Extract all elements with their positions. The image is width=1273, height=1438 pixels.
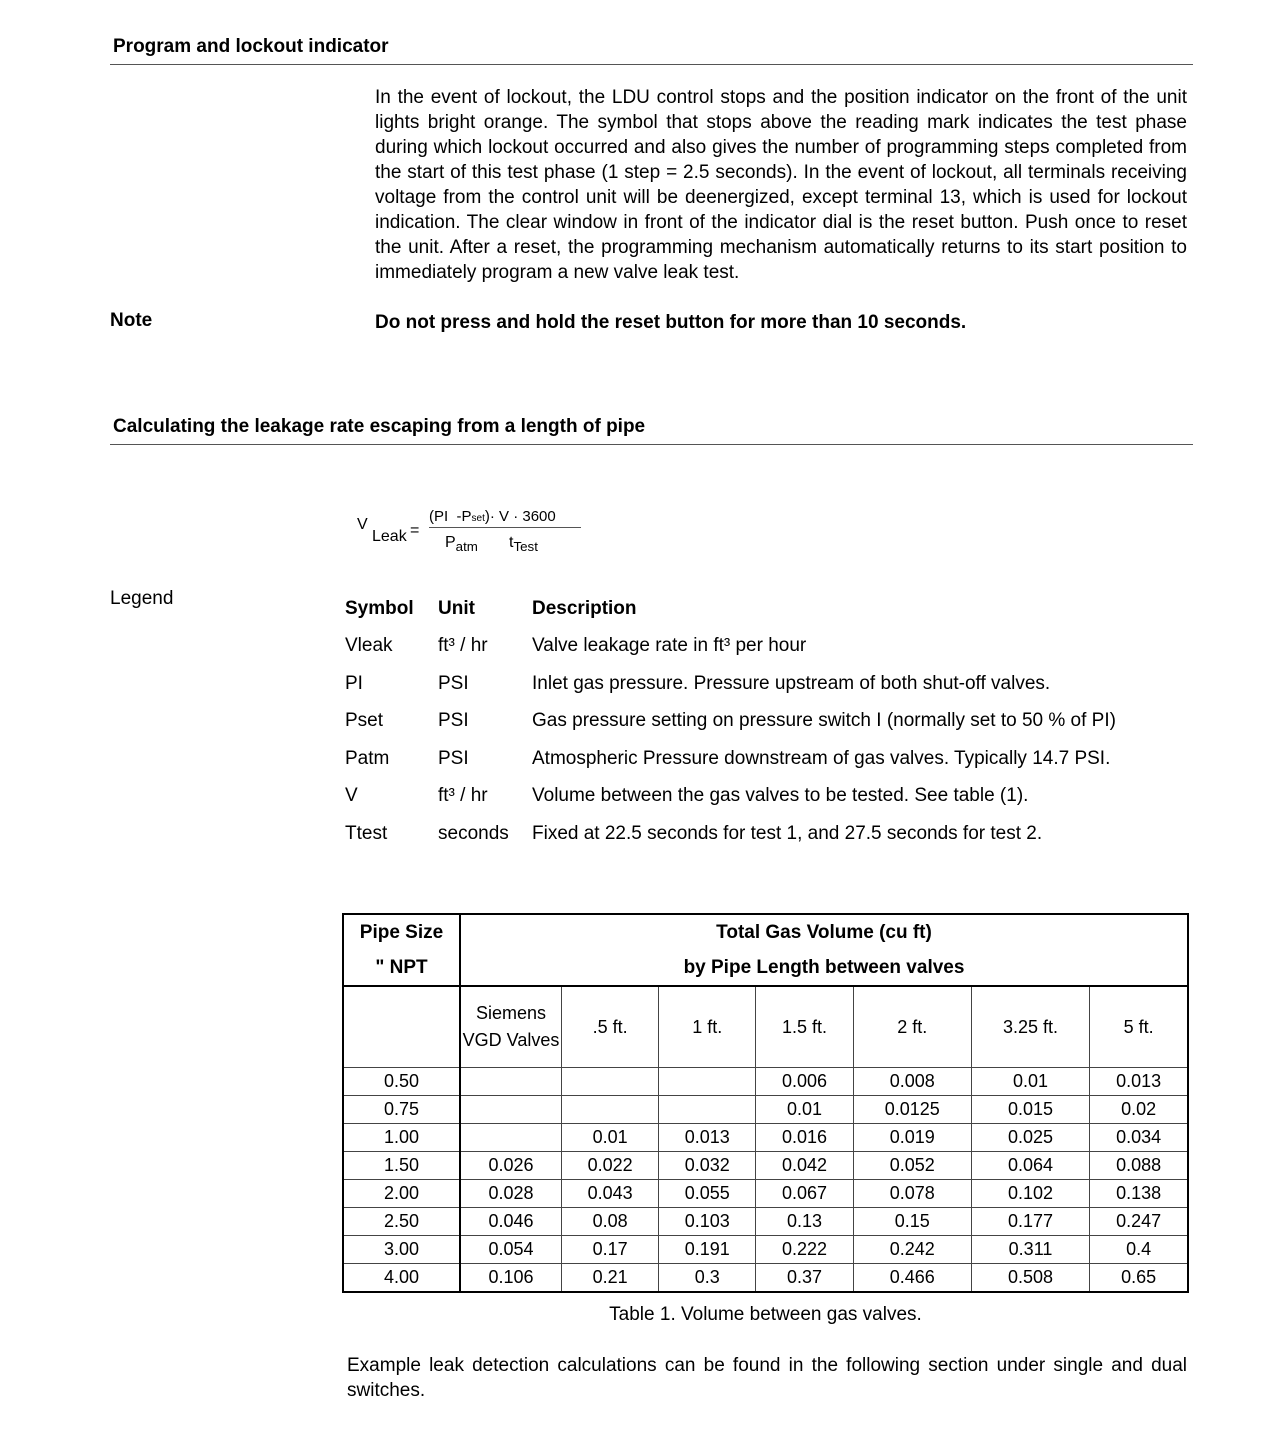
legend-row: Vleak ft³ / hr Valve leakage rate in ft³ per hour xyxy=(345,635,807,657)
table-caption: Table 1. Volume between gas valves. xyxy=(609,1304,922,1325)
section-heading-leakage: Calculating the leakage rate escaping from a length of pipe xyxy=(110,416,1193,445)
note-text: Do not press and hold the reset button for more than 10 seconds. xyxy=(375,312,967,333)
legend-row: Patm PSI Atmospheric Pressure downstream of gas valves. Typically 14.7 PSI. xyxy=(345,747,1111,769)
formula-denominator: $P_{atm}$ $t_{Test}$ xyxy=(445,534,538,555)
note-label: Note xyxy=(110,310,153,331)
table-row: 1.50 0.026 0.022 0.032 0.042 0.052 0.064 0.088 xyxy=(343,1152,1188,1180)
legend-table: Symbol Unit Description Vleak ft³ / hr Valve leakage rate in ft³ per hour PI PSI Inlet gas pressure. Pressure upstream of both shut-off valves. Pset PSI Gas pressure setting on pressure switch I (normally set to 50 % of PI) Patm PSI Atmospheric Pressure downstream of gas valves. Typically 14.7 PSI. V ft³ / hr Volume between the gas valves to be tested. See table (1). Ttest seconds Fixed at 22.5 seconds for test 1, and 27.5 seconds for test 2. xyxy=(345,590,1116,853)
formula-lhs: V xyxy=(357,516,368,533)
table-row: 4.00 0.106 0.21 0.3 0.37 0.466 0.508 0.65 xyxy=(343,1264,1188,1293)
legend-row: Pset PSI Gas pressure setting on pressure switch I (normally set to 50 % of PI) xyxy=(345,710,1116,732)
lockout-paragraph: In the event of lockout, the LDU control stops and the position indicator on the front of the unit lights bright orange. The symbol that stops above the reading mark indicates the test phase during which lockout occurred and also gives the number of programming steps completed from the start of this test phase (1 step = 2.5 seconds). In the event of lockout, all terminals receiving voltage from the control unit will be deenergized, except terminal 13, which is used for lockout indication. The clear window in front of the indicator dial is the reset button. Push once to reset the unit. After a reset, the programming mechanism automatically returns to its start position to immediately program a new valve leak test. xyxy=(375,87,1187,283)
table-row: 2.00 0.028 0.043 0.055 0.067 0.078 0.102 0.138 xyxy=(343,1180,1188,1208)
section-heading-lockout: Program and lockout indicator xyxy=(110,36,1193,65)
gas-volume-table: Pipe Size " NPT Total Gas Volume (cu ft) by Pipe Length between valves Siemens VGD Valves .5 ft. 1 ft. 1.5 ft. 2 ft. 3.25 ft. 5 ft. 0.50 0.006 0.008 0.01 0.013 0.75 0.01 0.0125 0.015 0.02 1.00 0.01 0.013 0.016 0.019 0.025 0.034 1.50 0.026 0.022 0.032 0.042 0.052 0.064 0.088 2.00 0.028 0.043 0.055 0.067 0.078 0.102 0.138 2.50 0.046 0.08 0.103 0.13 0.15 0.177 0.247 3.00 0.054 0.17 0.191 0.222 0.242 0.311 0.4 4.00 0.106 0.21 0.3 0.37 0.466 0.508 0.65 xyxy=(342,913,1189,1293)
formula-numerator: (PI -Pset)· V · 3600 xyxy=(429,508,556,525)
table-row: 0.50 0.006 0.008 0.01 0.013 xyxy=(343,1068,1188,1096)
table-row: 0.75 0.01 0.0125 0.015 0.02 xyxy=(343,1096,1188,1124)
legend-row: V ft³ / hr Volume between the gas valves to be tested. See table (1). xyxy=(345,785,1029,807)
table-row: 2.50 0.046 0.08 0.103 0.13 0.15 0.177 0.247 xyxy=(343,1208,1188,1236)
table-row: 1.00 0.01 0.013 0.016 0.019 0.025 0.034 xyxy=(343,1124,1188,1152)
leakage-formula: V Leak = (PI -Pset)· V · 3600 $P_{atm}$ $t_{Test}$ xyxy=(357,500,597,570)
legend-row: Ttest seconds Fixed at 22.5 seconds for test 1, and 27.5 seconds for test 2. xyxy=(345,822,1043,844)
example-note: Example leak detection calculations can be found in the following section under single and dual switches. xyxy=(347,1355,1187,1401)
table-row: 3.00 0.054 0.17 0.191 0.222 0.242 0.311 0.4 xyxy=(343,1236,1188,1264)
legend-label: Legend xyxy=(110,588,174,609)
formula-lhs-sub: Leak xyxy=(372,528,407,545)
legend-row: PI PSI Inlet gas pressure. Pressure upstream of both shut-off valves. xyxy=(345,672,1051,694)
